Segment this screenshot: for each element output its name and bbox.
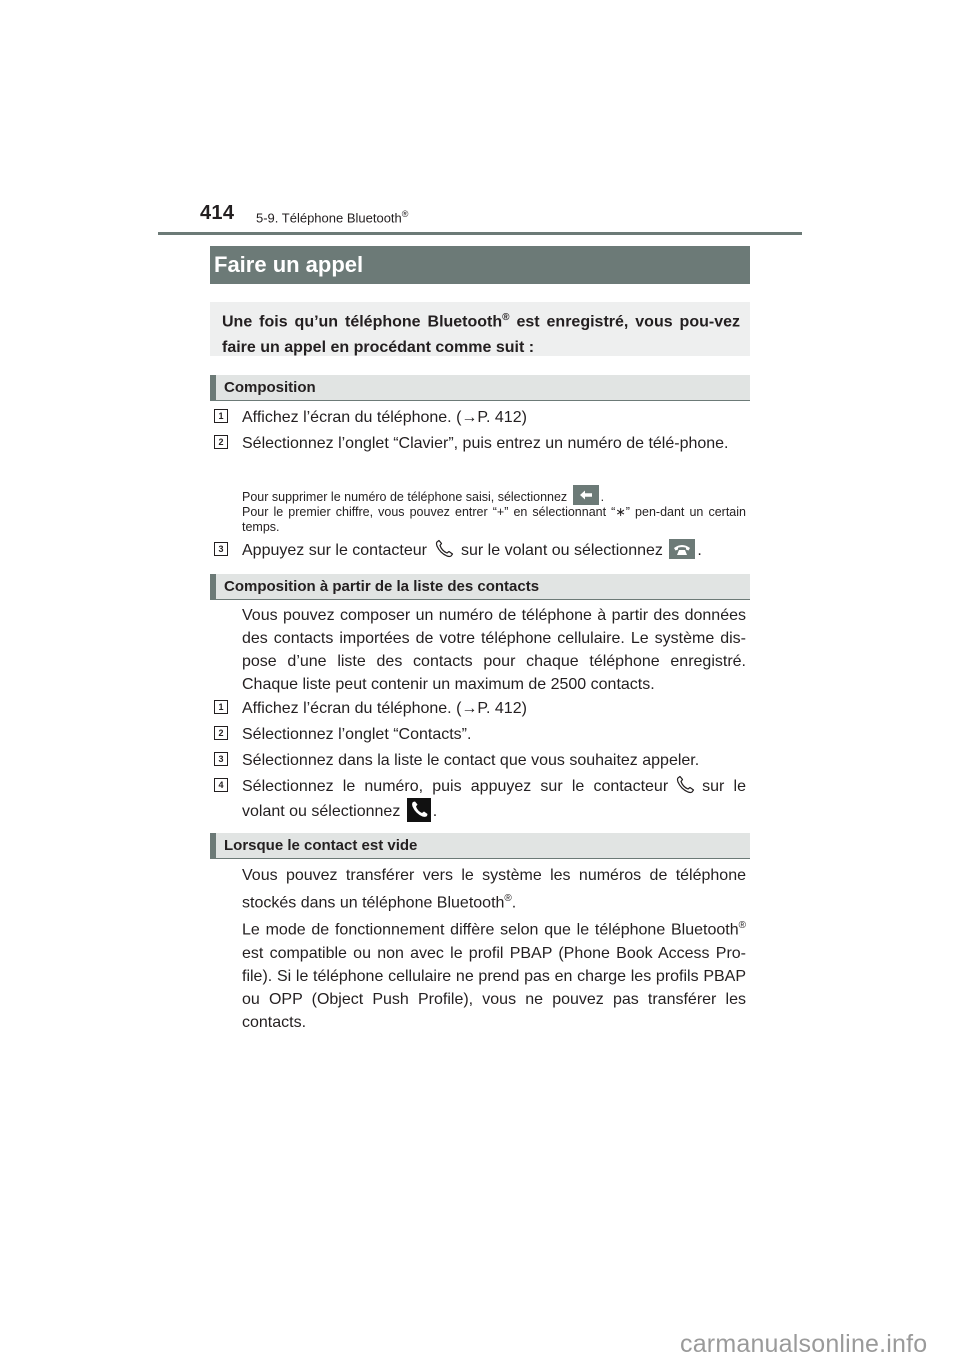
- step-item: [214, 775, 746, 823]
- step-number-badge: 3: [214, 752, 228, 766]
- chapter-title: [256, 209, 408, 225]
- para-text: Vous pouvez transférer vers le système les numéros de téléphone stockés dans un téléphone Bluetooth: [242, 867, 746, 912]
- section-heading-composition: Composition: [210, 375, 750, 401]
- step-number-badge: 4: [214, 778, 228, 792]
- step-item: [214, 406, 746, 429]
- page-header: [158, 202, 802, 236]
- step-item: [214, 723, 746, 746]
- step-text: [242, 539, 746, 562]
- watermark-link[interactable]: carmanualsonline.info: [680, 1330, 928, 1358]
- step-text-part: .: [697, 542, 702, 559]
- note-line-2: Pour le premier chiffre, vous pouvez entrer “+” en sélectionnant “∗” pen-dant un certain temps.: [242, 505, 746, 534]
- chapter-text: 5-9. Téléphone Bluetooth: [256, 210, 402, 226]
- section-heading-empty-contact: Lorsque le contact est vide: [210, 833, 750, 859]
- step-text-part: sur le volant ou sélectionnez: [461, 542, 663, 559]
- steering-phone-switch-icon: [674, 775, 696, 795]
- note-punct: .: [600, 490, 605, 504]
- step-text: Affichez l’écran du téléphone. (→P. 412): [242, 700, 527, 717]
- step-text-part: Sélectionnez le numéro, puis appuyez sur le contacteur: [242, 778, 669, 795]
- step-text-part: Appuyez sur le contacteur: [242, 542, 427, 559]
- step-text: [242, 775, 746, 823]
- step-number-badge: 1: [214, 700, 228, 714]
- registered-mark: ®: [502, 312, 510, 323]
- para-text: est compatible ou non avec le profil PBAP (Phone Book Access Pro-file). Si le téléphone cellulaire ne prend pas en charge les profils PBAP ou OPP (Object Push Profile), vous ne pouvez pas transférer les contacts.: [242, 944, 746, 1031]
- step-text: Sélectionnez l’onglet “Contacts”.: [242, 726, 472, 743]
- contacts-paragraph: Vous pouvez composer un numéro de téléphone à partir des données des contacts importées de votre téléphone cellulaire. Le système dis-pose d’une liste des contacts pour chaque téléphone enregistré. Chaque liste peut contenir un maximum de 2500 contacts.: [242, 607, 746, 693]
- section-heading-contacts: Composition à partir de la liste des contacts: [210, 574, 750, 600]
- step-item: [214, 697, 746, 720]
- step-number-badge: 3: [214, 542, 228, 556]
- backspace-arrow-icon: [573, 485, 599, 505]
- note-text: [242, 485, 746, 535]
- para-text: .: [511, 894, 517, 912]
- step-number-badge: 2: [214, 435, 228, 449]
- registered-mark: ®: [401, 209, 409, 219]
- header-rule: [158, 232, 802, 235]
- para-text: Le mode de fonctionnement diffère selon que le téléphone Bluetooth: [242, 921, 739, 939]
- step-number-badge: 2: [214, 726, 228, 740]
- step-text: Sélectionnez dans la liste le contact que vous souhaitez appeler.: [242, 752, 700, 769]
- intro-text-1: Une fois qu’un téléphone Bluetooth: [222, 313, 503, 331]
- step-item: [214, 539, 746, 562]
- registered-mark: ®: [504, 893, 512, 904]
- step-text-part: .: [432, 803, 438, 820]
- intro-box: [210, 302, 750, 356]
- registered-mark: ®: [738, 920, 746, 932]
- steering-phone-switch-icon: [433, 539, 455, 559]
- call-handset-button-icon: [669, 539, 695, 559]
- step-number-badge: 1: [214, 409, 228, 423]
- page-number: 414: [200, 202, 235, 224]
- step-text: Affichez l’écran du téléphone. (→P. 412): [242, 409, 527, 426]
- page-title: Faire un appel: [210, 246, 750, 284]
- step-item: [214, 749, 746, 772]
- intro-text-2: est enregistré, vous pou-vez faire un appel en procédant comme suit :: [222, 313, 740, 357]
- empty-contact-paragraph: [242, 864, 746, 1034]
- step-text: Sélectionnez l’onglet “Clavier”, puis entrez un numéro de télé-phone.: [242, 435, 729, 452]
- note-line-1: Pour supprimer le numéro de téléphone saisi, sélectionnez: [242, 490, 568, 504]
- step-text-part: sur le volant ou sélectionnez: [242, 778, 746, 820]
- step-item: [214, 432, 746, 455]
- contact-call-button-icon: [407, 798, 431, 822]
